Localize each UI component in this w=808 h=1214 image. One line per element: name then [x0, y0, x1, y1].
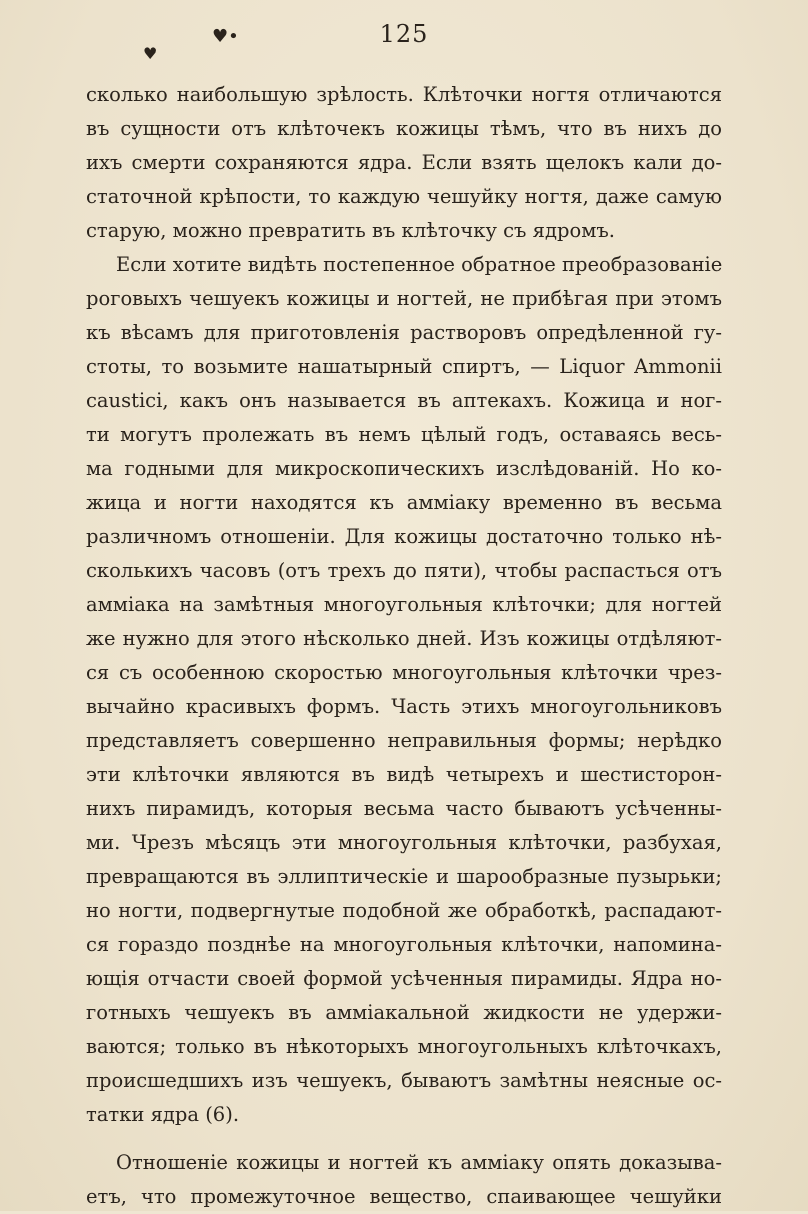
text-line: сколько наибольшую зрѣлость. Клѣточки ногтя отличаются [86, 83, 722, 106]
text-line: различномъ отношеніи. Для кожицы достаточно только нѣ- [86, 525, 722, 548]
text-line: ма годными для микроскопическихъ изслѣдованій. Но ко- [86, 457, 722, 480]
text-line: превращаются въ эллиптическіе и шарообразные пузырьки; [86, 865, 722, 888]
text-line: готныхъ чешуекъ въ аммiакальной жидкости не удержи- [86, 1001, 722, 1024]
text-line: въ сущности отъ клѣточекъ кожицы тѣмъ, что въ нихъ до [86, 117, 722, 140]
text-line: же нужно для этого нѣсколько дней. Изъ кожицы отдѣляют- [86, 627, 722, 650]
page-number: 125 [379, 20, 429, 48]
ink-mark: ♥• [212, 26, 239, 47]
paragraph [86, 248, 722, 1132]
paragraph-gap [86, 1132, 722, 1146]
text-line: ти могутъ пролежать въ немъ цѣлый годъ, оставаясь весь- [86, 423, 722, 446]
text-line: Если хотите видѣть постепенное обратное преобразованіе [116, 253, 722, 276]
text-line: роговыхъ чешуекъ кожицы и ногтей, не прибѣгая при этомъ [86, 287, 722, 310]
text-line: ющія отчасти своей формой усѣченныя пирамиды. Ядра но- [86, 967, 722, 990]
text-line: статочной крѣпости, то каждую чешуйку ногтя, даже самую [86, 185, 722, 208]
ink-mark: ♥ [143, 44, 158, 63]
text-line: сколькихъ часовъ (отъ трехъ до пяти), чтобы распасться отъ [86, 559, 722, 582]
paragraph [86, 1146, 722, 1214]
text-line: ихъ смерти сохраняются ядра. Если взять щелокъ кали до- [86, 151, 722, 174]
text-line: старую, можно превратить въ клѣточку съ ядромъ. [86, 219, 615, 242]
text-line: представляетъ совершенно неправильныя формы; нерѣдко [86, 729, 722, 752]
text-line: эти клѣточки являются въ видѣ четырехъ и шестисторон- [86, 763, 722, 786]
text-line: вычайно красивыхъ формъ. Часть этихъ многоугольниковъ [86, 695, 722, 718]
paragraph [86, 78, 722, 248]
text-line: ся гораздо позднѣе на многоугольныя клѣточки, напомина- [86, 933, 722, 956]
text-line: нихъ пирамидъ, которыя весьма часто бываютъ усѣченны- [86, 797, 722, 820]
text-line: ся съ особенною скоростью многоугольныя клѣточки чрез- [86, 661, 722, 684]
text-line: етъ, что промежуточное вещество, спаивающее чешуйки [86, 1185, 722, 1208]
text-line: ваются; только въ нѣкоторыхъ многоугольныхъ клѣточкахъ, [86, 1035, 722, 1058]
text-line: происшедшихъ изъ чешуекъ, бываютъ замѣтны неясные ос- [86, 1069, 722, 1092]
text-line: стоты, то возьмите нашатырный спиртъ, — Liquor Ammonii [86, 355, 722, 378]
body-text [86, 78, 722, 1214]
text-line: но ногти, подвергнутые подобной же обработкѣ, распадают- [86, 899, 722, 922]
text-line: caustici, какъ онъ называется въ аптекахъ. Кожица и ног- [86, 389, 722, 412]
text-line: Отношеніе кожицы и ногтей къ аммiаку опять доказыва- [116, 1151, 722, 1174]
text-line: къ вѣсамъ для приготовленія растворовъ опредѣленной гу- [86, 321, 722, 344]
text-line: жица и ногти находятся къ аммiаку временно въ весьма [86, 491, 722, 514]
text-line: ми. Чрезъ мѣсяцъ эти многоугольныя клѣточки, разбухая, [86, 831, 722, 854]
text-line: татки ядра (6). [86, 1103, 240, 1126]
text-line: аммiака на замѣтныя многоугольныя клѣточки; для ногтей [86, 593, 722, 616]
